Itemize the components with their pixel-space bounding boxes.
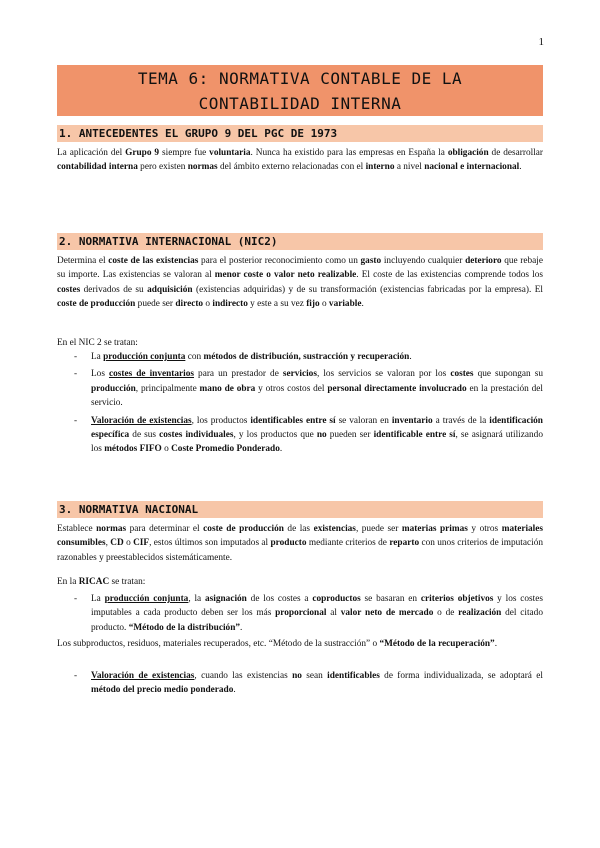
section-1-heading: 1. ANTECEDENTES EL GRUPO 9 DEL PGC DE 1973: [57, 125, 543, 142]
section-3-list-a: [74, 592, 543, 638]
section-2-list: [74, 350, 543, 460]
list-item: - Los costes de inventarios para un prestador de servicios, los servicios se valoran por los costes que supongan su producción, principalmente mano de obra y otros costos del personal directamente involucrado en la prestación del servicio.: [74, 369, 543, 409]
list-item: - La producción conjunta con métodos de distribución, sustracción y recuperación.: [74, 352, 412, 362]
section-3-paragraph: Establece normas para determinar el coste de producción de las existencias, puede ser materias primas y otros materiales consumibles, CD o CIF, estos últimos son imputados al producto mediante criterios de reparto con unos criterios de imputación razonables y preestablecidos sistemáticamente.: [57, 524, 544, 563]
list-item: - La producción conjunta, la asignación de los costes a coproductos se basaran en criterios objetivos y los costes imputables a cada producto deben ser los más proporcional al valor neto de mercado o de realización del citado producto. “Método de la distribución”.: [74, 594, 544, 633]
section-3-paragraph-2: Los subproductos, residuos, materiales recuperados, etc. “Método de la sustracción” o “Método de la recuperación”.: [57, 639, 498, 649]
document-title-banner: [57, 65, 543, 116]
document-title: TEMA 6: NORMATIVA CONTABLE DE LA CONTABILIDAD INTERNA: [137, 68, 463, 113]
section-3-heading: 3. NORMATIVA NACIONAL: [57, 501, 543, 518]
page-number: 1: [538, 36, 544, 48]
section-3-list-b: [74, 669, 543, 701]
section-2-paragraph: Determina el coste de las existencias para el posterior reconocimiento como un gasto incluyendo cualquier deterioro que rebaje su importe. Las existencias se valoran al menor coste o valor neto realizable. El coste de las existencias comprende todos los costes derivados de su adquisición (existencias adquiridas) y de su transformación (existencias fabricadas por la empresa). El coste de producción puede ser directo o indirecto y este a su vez fijo o variable.: [57, 256, 544, 310]
section-2-heading: 2. NORMATIVA INTERNACIONAL (NIC2): [57, 233, 543, 250]
section-2-intro: En el NIC 2 se tratan:: [57, 338, 138, 348]
section-1-paragraph: La aplicación del Grupo 9 siempre fue voluntaria. Nunca ha existido para las empresas en España la obligación de desarrollar contabilidad interna pero existen normas del ámbito externo relacionadas con el interno a nivel nacional e internacional.: [57, 148, 544, 173]
section-3-intro: En la RICAC se tratan:: [57, 577, 146, 587]
list-item: - Valoración de existencias, cuando las existencias no sean identificables de forma individualizada, se adoptará el método del precio medio ponderado.: [74, 671, 543, 696]
list-item: - Valoración de existencias, los productos identificables entre sí se valoran en inventario a través de la identificación específica de sus costes individuales, y los productos que no pueden ser identificable entre sí, se asignará utilizando los métodos FIFO o Coste Promedio Ponderado.: [74, 415, 543, 455]
